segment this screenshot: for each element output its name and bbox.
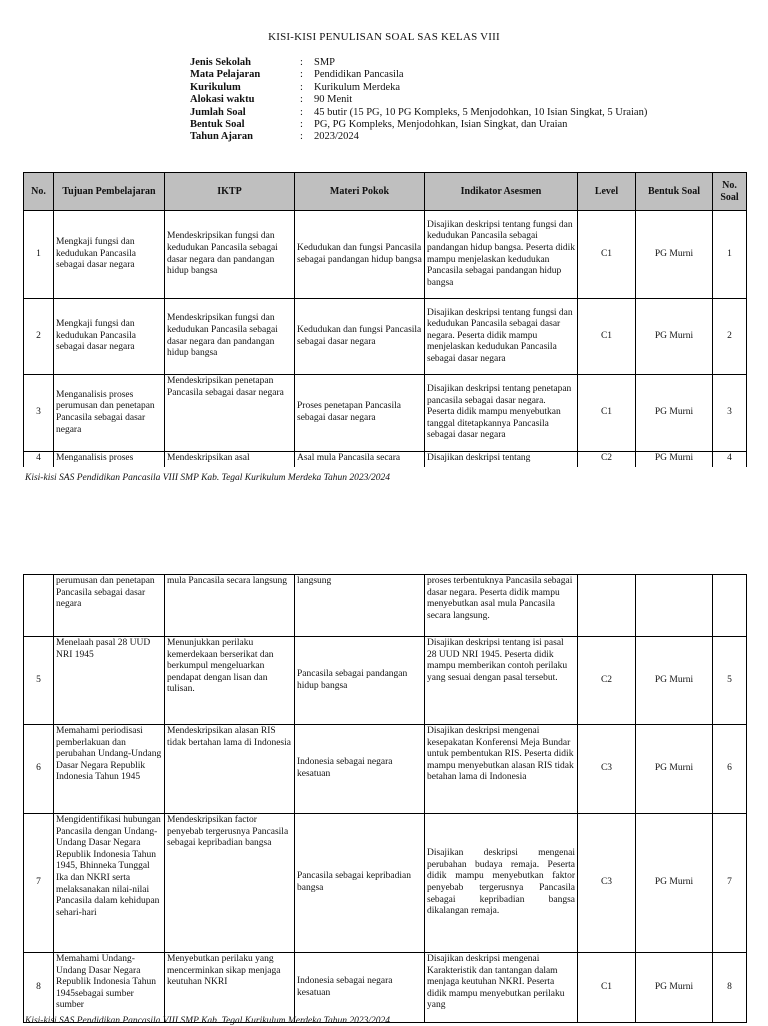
cell-bentuk: PG Murni (636, 953, 713, 1023)
cell-tujuan: Memahami periodisasi pemberlakuan dan perubahan Undang-Undang Dasar Negara Republik Indonesia Tahun 1945 (54, 725, 165, 814)
info-value: Kurikulum Merdeka (314, 81, 401, 93)
column-header-indikator: Indikator Asesmen (425, 173, 578, 211)
column-header-nosoal: No. Soal (713, 173, 747, 211)
cell-level: C1 (578, 375, 636, 452)
info-value: PG, PG Kompleks, Menjodohkan, Isian Singkat, dan Uraian (314, 119, 568, 131)
cell-tujuan: Menelaah pasal 28 UUD NRI 1945 (54, 637, 165, 725)
info-row-school: Jenis Sekolah : SMP (190, 57, 336, 68)
page-footer: Kisi-kisi SAS Pendidikan Pancasila VIII SMP Kab. Tegal Kurikulum Merdeka Tahun 2023/2024 (25, 473, 391, 483)
cell-nosoal: 1 (713, 211, 747, 299)
table-row (24, 637, 747, 725)
page-footer: Kisi-kisi SAS Pendidikan Pancasila VIII SMP Kab. Tegal Kurikulum Merdeka Tahun 2023/2024 (25, 1016, 391, 1026)
cell-bentuk (636, 575, 713, 637)
cell-no: 6 (24, 725, 54, 814)
cell-indikator: Disajikan deskripsi mengenai Karakteristik dan tantangan dalam menjaga keutuhan NKRI. Peserta didik mampu menyebutkan perilaku yang (425, 953, 578, 1023)
info-label: Bentuk Soal (190, 119, 245, 131)
cell-tujuan: Mengidentifikasi hubungan Pancasila dengan Undang-Undang Dasar Negara Republik Indonesia Tahun 1945, Bhinneka Tunggal Ika dan NKRI serta melaksanakan nilai-nilai Pancasila dalam kehidupan sehari-hari (54, 814, 165, 953)
cell-no: 3 (24, 375, 54, 452)
cell-iktp: Menunjukkan perilaku kemerdekaan berserikat dan berkumpul mengeluarkan pendapat dengan lisan dan tulisan. (165, 637, 295, 725)
cell-level: C2 (578, 637, 636, 725)
cell-nosoal: 3 (713, 375, 747, 452)
info-label: Mata Pelajaran (190, 69, 261, 81)
table-row (24, 725, 747, 814)
cell-indikator: Disajikan deskripsi tentang (425, 452, 578, 468)
info-row-count: Jumlah Soal : 45 butir (15 PG, 10 PG Kompleks, 5 Menjodohkan, 10 Isian Singkat, 5 Uraian) (190, 106, 648, 118)
info-label: Alokasi waktu (190, 94, 255, 106)
table-row (24, 953, 747, 1023)
cell-bentuk: PG Murni (636, 299, 713, 375)
cell-iktp: Mendeskripsikan factor penyebab tergerusnya Pancasila sebagai kepribadian bangsa (165, 814, 295, 953)
cell-iktp: Mendeskripsikan asal (165, 452, 295, 468)
table-row (24, 575, 747, 637)
cell-materi: Pancasila sebagai kepribadian bangsa (295, 814, 425, 953)
cell-indikator: Disajikan deskripsi tentang fungsi dan kedudukan Pancasila sebagai pandangan hidup bangsa. Peserta didik mampu menjelaskan kedudukan Pancasila sebagai pandangan hidup bangsa (425, 211, 578, 299)
column-header-materi: Materi Pokok (295, 173, 425, 211)
cell-tujuan: Memahami Undang-Undang Dasar Negara Republik Indonesia Tahun 1945sebagai sumber sumber (54, 953, 165, 1023)
column-header-tujuan: Tujuan Pembelajaran (54, 173, 165, 211)
info-value: 2023/2024 (314, 131, 359, 143)
cell-iktp: Mendeskripsikan alasan RIS tidak bertahan lama di Indonesia (165, 725, 295, 814)
cell-tujuan: perumusan dan penetapan Pancasila sebagai dasar negara (54, 575, 165, 637)
cell-iktp: Menyebutkan perilaku yang mencerminkan sikap menjaga keutuhan NKRI (165, 953, 295, 1023)
cell-materi: Kedudukan dan fungsi Pancasila sebagai pandangan hidup bangsa (295, 211, 425, 299)
cell-level: C3 (578, 814, 636, 953)
info-value: 45 butir (15 PG, 10 PG Kompleks, 5 Menjodohkan, 10 Isian Singkat, 5 Uraian) (314, 106, 648, 118)
cell-level: C2 (578, 452, 636, 468)
info-value: 90 Menit (314, 94, 353, 106)
cell-materi: langsung (295, 575, 425, 637)
table-row (24, 814, 747, 953)
cell-nosoal: 8 (713, 953, 747, 1023)
column-header-level: Level (578, 173, 636, 211)
grid-table-page-2 (23, 574, 747, 1023)
info-row-year: Tahun Ajaran : 2023/2024 (190, 131, 359, 143)
cell-level: C1 (578, 953, 636, 1023)
cell-no: 5 (24, 637, 54, 725)
column-header-iktp: IKTP (165, 173, 295, 211)
cell-materi: Pancasila sebagai pandangan hidup bangsa (295, 637, 425, 725)
cell-iktp: Mendeskripsikan penetapan Pancasila sebagai dasar negara (165, 375, 295, 452)
column-header-bentuk: Bentuk Soal (636, 173, 713, 211)
cell-indikator: Disajikan deskripsi mengenai perubahan budaya remaja. Peserta didik mampu menyebutkan faktor penyebab tergerusnya Pancasila sebagai kepribadian bangsa dikalangan remaja. (425, 814, 578, 953)
cell-indikator: Disajikan deskripsi tentang penetapan pancasila sebagai dasar negara. Peserta didik mampu menyebutkan tanggal ditetapkannya Pancasila sebagai dasar negara (425, 375, 578, 452)
cell-level: C1 (578, 299, 636, 375)
cell-no: 8 (24, 953, 54, 1023)
cell-nosoal: 2 (713, 299, 747, 375)
cell-nosoal (713, 575, 747, 637)
cell-no: 4 (24, 452, 54, 468)
info-label: Kurikulum (190, 81, 241, 93)
cell-level: C1 (578, 211, 636, 299)
cell-indikator: proses terbentuknya Pancasila sebagai dasar negara. Peserta didik mampu menyebutkan asal mula Pancasila secara langsung. (425, 575, 578, 637)
cell-no: 7 (24, 814, 54, 953)
cell-bentuk: PG Murni (636, 637, 713, 725)
info-label: Tahun Ajaran (190, 131, 253, 143)
cell-level: C3 (578, 725, 636, 814)
cell-level (578, 575, 636, 637)
cell-no (24, 575, 54, 637)
cell-no: 1 (24, 211, 54, 299)
cell-tujuan: Mengkaji fungsi dan kedudukan Pancasila sebagai dasar negara (54, 299, 165, 375)
cell-nosoal: 7 (713, 814, 747, 953)
cell-iktp: mula Pancasila secara langsung (165, 575, 295, 637)
cell-iktp: Mendeskripsikan fungsi dan kedudukan Pancasila sebagai dasar negara dan pandangan hidup bangsa (165, 211, 295, 299)
cell-bentuk: PG Murni (636, 452, 713, 468)
info-row-subject: Mata Pelajaran : Pendidikan Pancasila (190, 69, 404, 81)
cell-indikator: Disajikan deskripsi tentang fungsi dan kedudukan Pancasila sebagai dasar negara. Peserta didik mampu menjelaskan kedudukan Pancasila sebagai dasar negara (425, 299, 578, 375)
cell-no: 2 (24, 299, 54, 375)
info-value: SMP (314, 57, 336, 68)
cell-indikator: Disajikan deskripsi tentang isi pasal 28 UUD NRI 1945. Peserta didik mampu memberikan contoh perilaku yang sesuai dengan pasal tersebut. (425, 637, 578, 725)
cell-materi: Proses penetapan Pancasila sebagai dasar negara (295, 375, 425, 452)
cell-tujuan: Menganalisis proses (54, 452, 165, 468)
info-value: Pendidikan Pancasila (314, 69, 404, 81)
cell-bentuk: PG Murni (636, 814, 713, 953)
info-label: Jumlah Soal (190, 106, 246, 118)
info-label: Jenis Sekolah (190, 57, 251, 68)
cell-nosoal: 5 (713, 637, 747, 725)
cell-materi: Asal mula Pancasila secara (295, 452, 425, 468)
cell-bentuk: PG Murni (636, 375, 713, 452)
cell-nosoal: 6 (713, 725, 747, 814)
cell-nosoal: 4 (713, 452, 747, 468)
document-title: KISI-KISI PENULISAN SOAL SAS KELAS VIII (268, 31, 500, 43)
info-row-curriculum: Kurikulum : Kurikulum Merdeka (190, 81, 401, 93)
cell-materi: Indonesia sebagai negara kesatuan (295, 953, 425, 1023)
info-row-time: Alokasi waktu : 90 Menit (190, 94, 353, 106)
cell-materi: Kedudukan dan fungsi Pancasila sebagai dasar negara (295, 299, 425, 375)
cell-iktp: Mendeskripsikan fungsi dan kedudukan Pancasila sebagai dasar negara dan pandangan hidup bangsa (165, 299, 295, 375)
cell-tujuan: Mengkaji fungsi dan kedudukan Pancasila sebagai dasar negara (54, 211, 165, 299)
cell-bentuk: PG Murni (636, 211, 713, 299)
info-row-form: Bentuk Soal : PG, PG Kompleks, Menjodohkan, Isian Singkat, dan Uraian (190, 119, 568, 131)
column-header-no: No. (24, 173, 54, 211)
cell-materi: Indonesia sebagai negara kesatuan (295, 725, 425, 814)
cell-bentuk: PG Murni (636, 725, 713, 814)
cell-indikator: Disajikan deskripsi mengenai kesepakatan Konferensi Meja Bundar untuk pembentukan RIS. Peserta didik mampu menyebutkan alasan RIS tidak betahan lama di Indonesia (425, 725, 578, 814)
cell-tujuan: Menganalisis proses perumusan dan penetapan Pancasila sebagai dasar negara (54, 375, 165, 452)
